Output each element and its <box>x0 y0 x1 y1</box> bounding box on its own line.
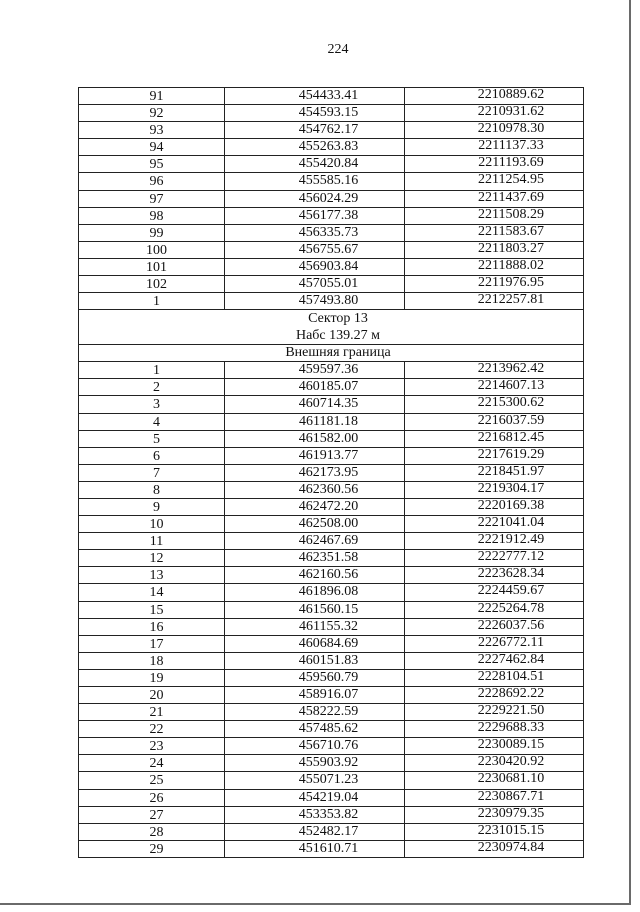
table-row <box>79 431 583 448</box>
y-coordinate-cell: 2230974.84 <box>477 840 545 855</box>
table-row <box>79 293 583 310</box>
point-number-cell: 98 <box>79 208 225 224</box>
x-coordinate-cell: 457493.80 <box>225 293 405 309</box>
x-coordinate-cell: 461155.32 <box>225 619 405 635</box>
table-row <box>79 755 583 772</box>
point-number-cell: 18 <box>79 653 225 669</box>
point-number-cell: 14 <box>79 584 225 600</box>
table-row <box>79 396 583 413</box>
y-coordinate-cell: 2211888.02 <box>478 258 544 273</box>
x-coordinate-cell: 456755.67 <box>225 242 405 258</box>
y-coordinate-cell: 2230867.71 <box>477 789 545 804</box>
table-row <box>79 88 583 105</box>
x-coordinate-cell: 456177.38 <box>225 208 405 224</box>
table-row <box>79 448 583 465</box>
x-coordinate-cell: 456710.76 <box>225 738 405 754</box>
coordinates-table <box>78 87 584 858</box>
table-row <box>79 567 583 584</box>
x-coordinate-cell: 451610.71 <box>225 841 405 857</box>
point-number-cell: 6 <box>79 448 225 464</box>
table-row <box>79 499 583 516</box>
x-coordinate-cell: 456335.73 <box>225 225 405 241</box>
y-coordinate-cell: 2230979.35 <box>477 806 545 821</box>
x-coordinate-cell: 457055.01 <box>225 276 405 292</box>
y-coordinate-cell: 2211976.95 <box>478 276 544 291</box>
table-row <box>79 670 583 687</box>
table-row <box>79 139 583 156</box>
y-coordinate-cell: 2228104.51 <box>477 669 545 684</box>
x-coordinate-cell: 461913.77 <box>225 448 405 464</box>
point-number-cell: 1 <box>79 293 225 309</box>
x-coordinate-cell: 456903.84 <box>225 259 405 275</box>
point-number-cell: 21 <box>79 704 225 720</box>
y-coordinate-cell: 2211583.67 <box>478 224 544 239</box>
table-row <box>79 636 583 653</box>
x-coordinate-cell: 461560.15 <box>225 602 405 618</box>
table-row <box>79 807 583 824</box>
x-coordinate-cell: 454762.17 <box>225 122 405 138</box>
table-row <box>79 824 583 841</box>
point-number-cell: 9 <box>79 499 225 515</box>
x-coordinate-cell: 461181.18 <box>225 414 405 430</box>
point-number-cell: 20 <box>79 687 225 703</box>
table-row <box>79 482 583 499</box>
table-row <box>79 208 583 225</box>
table-row <box>79 105 583 122</box>
point-number-cell: 8 <box>79 482 225 498</box>
x-coordinate-cell: 462351.58 <box>225 550 405 566</box>
point-number-cell: 99 <box>79 225 225 241</box>
y-coordinate-cell: 2229221.50 <box>477 704 545 719</box>
y-coordinate-cell: 2223628.34 <box>477 567 545 582</box>
lower-rows-group <box>79 362 583 858</box>
y-coordinate-cell: 2211508.29 <box>478 207 544 222</box>
point-number-cell: 13 <box>79 567 225 583</box>
y-coordinate-cell: 2222777.12 <box>477 550 545 565</box>
table-row <box>79 379 583 396</box>
table-row <box>79 619 583 636</box>
x-coordinate-cell: 460185.07 <box>225 379 405 395</box>
point-number-cell: 28 <box>79 824 225 840</box>
upper-rows-group <box>79 88 583 310</box>
sector-height: Набс 139.27 м <box>295 327 381 343</box>
x-coordinate-cell: 462472.20 <box>225 499 405 515</box>
y-coordinate-cell: 2213962.42 <box>477 362 545 377</box>
table-row <box>79 602 583 619</box>
table-row <box>79 242 583 259</box>
page-number: 224 <box>327 42 349 57</box>
point-number-cell: 100 <box>79 242 225 258</box>
y-coordinate-cell: 2221912.49 <box>477 533 545 548</box>
x-coordinate-cell: 453353.82 <box>225 807 405 823</box>
y-coordinate-cell: 2231015.15 <box>477 823 545 838</box>
table-row <box>79 772 583 789</box>
x-coordinate-cell: 462508.00 <box>225 516 405 532</box>
point-number-cell: 101 <box>79 259 225 275</box>
y-coordinate-cell: 2211254.95 <box>478 173 544 188</box>
x-coordinate-cell: 461896.08 <box>225 584 405 600</box>
x-coordinate-cell: 454593.15 <box>225 105 405 121</box>
y-coordinate-cell: 2212257.81 <box>477 293 545 308</box>
y-coordinate-cell: 2218451.97 <box>477 464 545 479</box>
x-coordinate-cell: 454219.04 <box>225 790 405 806</box>
y-coordinate-cell: 2220169.38 <box>477 498 545 513</box>
y-coordinate-cell: 2228692.22 <box>477 687 545 701</box>
y-coordinate-cell: 2211137.33 <box>478 139 544 154</box>
y-coordinate-cell: 2210978.30 <box>477 122 545 137</box>
y-coordinate-cell: 2226772.11 <box>478 635 544 650</box>
table-row <box>79 276 583 293</box>
y-coordinate-cell: 2211803.27 <box>478 241 544 256</box>
table-row <box>79 191 583 208</box>
point-number-cell: 23 <box>79 738 225 754</box>
y-coordinate-cell: 2210931.62 <box>477 105 545 120</box>
x-coordinate-cell: 462160.56 <box>225 567 405 583</box>
x-coordinate-cell: 454433.41 <box>225 88 405 104</box>
x-coordinate-cell: 455071.23 <box>225 772 405 788</box>
point-number-cell: 24 <box>79 755 225 771</box>
table-row <box>79 721 583 738</box>
table-row <box>79 173 583 190</box>
table-row <box>79 414 583 431</box>
point-number-cell: 15 <box>79 602 225 618</box>
y-coordinate-cell: 2227462.84 <box>477 652 545 667</box>
y-coordinate-cell: 2211437.69 <box>478 190 544 205</box>
table-row <box>79 550 583 567</box>
point-number-cell: 26 <box>79 790 225 806</box>
x-coordinate-cell: 455903.92 <box>225 755 405 771</box>
table-row <box>79 156 583 173</box>
point-number-cell: 93 <box>79 122 225 138</box>
y-coordinate-cell: 2224459.67 <box>477 584 545 599</box>
x-coordinate-cell: 462467.69 <box>225 533 405 549</box>
x-coordinate-cell: 462173.95 <box>225 465 405 481</box>
point-number-cell: 16 <box>79 619 225 635</box>
point-number-cell: 2 <box>79 379 225 395</box>
x-coordinate-cell: 459560.79 <box>225 670 405 686</box>
sector-header <box>79 310 583 345</box>
point-number-cell: 17 <box>79 636 225 652</box>
table-row <box>79 704 583 721</box>
point-number-cell: 29 <box>79 841 225 857</box>
table-row <box>79 653 583 670</box>
table-row <box>79 362 583 379</box>
y-coordinate-cell: 2229688.33 <box>477 721 545 736</box>
x-coordinate-cell: 458222.59 <box>225 704 405 720</box>
table-row <box>79 122 583 139</box>
table-row <box>79 738 583 755</box>
y-coordinate-cell: 2215300.62 <box>477 396 545 411</box>
table-row <box>79 225 583 242</box>
point-number-cell: 1 <box>79 362 225 378</box>
point-number-cell: 27 <box>79 807 225 823</box>
point-number-cell: 5 <box>79 431 225 447</box>
y-coordinate-cell: 2230420.92 <box>477 755 545 770</box>
x-coordinate-cell: 458916.07 <box>225 687 405 703</box>
point-number-cell: 102 <box>79 276 225 292</box>
y-coordinate-cell: 2226037.56 <box>477 618 545 633</box>
point-number-cell: 4 <box>79 414 225 430</box>
x-coordinate-cell: 460684.69 <box>225 636 405 652</box>
x-coordinate-cell: 455263.83 <box>225 139 405 155</box>
table-row <box>79 584 583 601</box>
x-coordinate-cell: 455420.84 <box>225 156 405 172</box>
table-row <box>79 516 583 533</box>
y-coordinate-cell: 2216037.59 <box>477 413 545 428</box>
point-number-cell: 97 <box>79 191 225 207</box>
table-row <box>79 259 583 276</box>
table-row <box>79 790 583 807</box>
y-coordinate-cell: 2210889.62 <box>477 88 545 102</box>
table-row <box>79 841 583 858</box>
x-coordinate-cell: 456024.29 <box>225 191 405 207</box>
point-number-cell: 92 <box>79 105 225 121</box>
y-coordinate-cell: 2219304.17 <box>477 481 545 496</box>
point-number-cell: 25 <box>79 772 225 788</box>
table-row <box>79 465 583 482</box>
point-number-cell: 7 <box>79 465 225 481</box>
point-number-cell: 96 <box>79 173 225 189</box>
y-coordinate-cell: 2211193.69 <box>478 156 544 171</box>
y-coordinate-cell: 2230089.15 <box>477 738 545 753</box>
point-number-cell: 19 <box>79 670 225 686</box>
table-row <box>79 533 583 550</box>
point-number-cell: 3 <box>79 396 225 412</box>
y-coordinate-cell: 2230681.10 <box>477 772 545 787</box>
point-number-cell: 91 <box>79 88 225 104</box>
point-number-cell: 95 <box>79 156 225 172</box>
boundary-header: Внешняя граница <box>79 345 583 362</box>
point-number-cell: 12 <box>79 550 225 566</box>
x-coordinate-cell: 460714.35 <box>225 396 405 412</box>
point-number-cell: 94 <box>79 139 225 155</box>
y-coordinate-cell: 2217619.29 <box>477 447 545 462</box>
sector-title: Сектор 13 <box>308 311 368 327</box>
point-number-cell: 11 <box>79 533 225 549</box>
x-coordinate-cell: 452482.17 <box>225 824 405 840</box>
x-coordinate-cell: 462360.56 <box>225 482 405 498</box>
y-coordinate-cell: 2221041.04 <box>477 516 545 531</box>
y-coordinate-cell: 2225264.78 <box>477 601 545 616</box>
x-coordinate-cell: 459597.36 <box>225 362 405 378</box>
y-coordinate-cell: 2214607.13 <box>477 379 545 394</box>
table-row <box>79 687 583 704</box>
x-coordinate-cell: 460151.83 <box>225 653 405 669</box>
x-coordinate-cell: 455585.16 <box>225 173 405 189</box>
point-number-cell: 22 <box>79 721 225 737</box>
y-coordinate-cell: 2216812.45 <box>477 430 545 445</box>
x-coordinate-cell: 461582.00 <box>225 431 405 447</box>
point-number-cell: 10 <box>79 516 225 532</box>
x-coordinate-cell: 457485.62 <box>225 721 405 737</box>
